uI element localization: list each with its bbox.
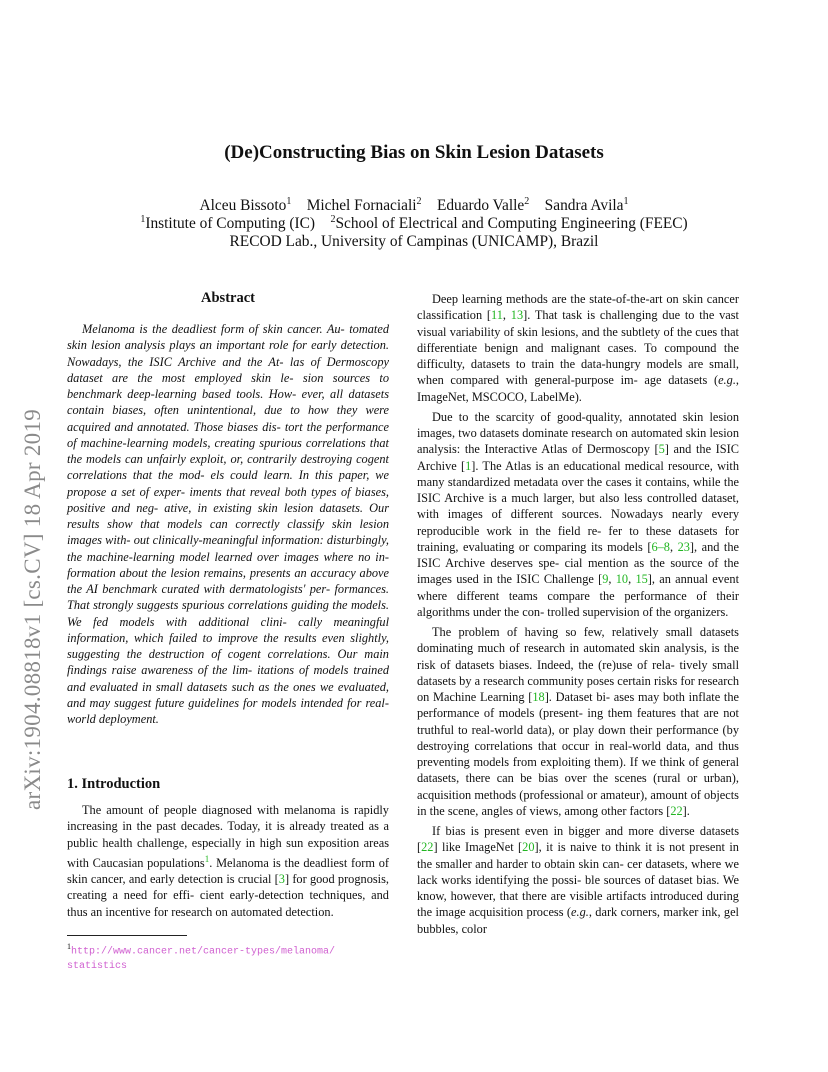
citation-link[interactable]: 18: [532, 690, 545, 704]
text-line: trolled supervision of the organizers.: [547, 604, 729, 619]
text-line: is the risk of datasets biases. Indeed, the (re)use of rela-: [417, 641, 739, 672]
text-line: from exploiting them). If we think of general datasets, there: [417, 755, 740, 786]
citation-link[interactable]: 23: [677, 539, 690, 554]
text-line: els could learn. In this paper, we propose a set of exper-: [67, 468, 390, 499]
text-line: ], and the ISIC Archive deserves spe-: [417, 539, 740, 570]
text-line: images, two datasets dominate research on automated skin: [417, 426, 707, 440]
text-line: ,: [502, 308, 511, 323]
institution-name: School of Electrical and Computing Engineering (FEEC): [335, 215, 688, 233]
text-line: ]. Dataset bi-: [544, 690, 611, 704]
text-line: ] for good prognosis, creating a need for effi-: [67, 872, 389, 903]
text-line: ing them features that are not truthful to real-world data),: [417, 706, 739, 737]
text-line: that occur in real-world data, and thus preventing models: [417, 738, 739, 769]
text-line: Nowadays nearly every reproducible work in the field re-: [417, 507, 739, 538]
text-line: risks for research on Machine Learning [: [417, 673, 739, 704]
text-line: , dark corners, marker ink, gel bubbles, color: [417, 905, 739, 936]
text-line: The problem of having so few, relatively small datasets: [432, 625, 739, 639]
text-line: treated as a public health challenge, especially in high sun: [67, 819, 389, 850]
citation-link[interactable]: 11: [491, 308, 503, 323]
citation-link[interactable]: 22: [421, 840, 434, 855]
text-line: not present in the smaller and harder to obtain skin can-: [417, 840, 739, 871]
text-line: The amount of people diagnosed with melanoma is: [82, 803, 349, 817]
author-name: Eduardo Valle: [436, 197, 525, 215]
text-line: ] like ImageNet [: [433, 840, 523, 855]
citation-link[interactable]: 1: [465, 458, 472, 473]
text-line: guiding the models. We fed models with additional clini-: [67, 598, 389, 629]
affiliation-line: RECOD Lab., University of Campinas (UNICAMP), Brazil: [229, 233, 599, 250]
text-line: process (: [526, 905, 572, 920]
text-line: itations of models trained and evaluated in small datasets: [67, 663, 390, 694]
text-line: cient early-detection techniques, and thus an incentive for: [67, 888, 389, 919]
citation-link[interactable]: 6–8: [651, 539, 670, 554]
text-line: age datasets (: [644, 373, 719, 388]
author-name: Alceu Bissoto: [199, 197, 287, 215]
text-line: ], it is naive to think it is: [534, 840, 665, 855]
text-line: of the cues that differentiate benign and malignant cases.: [417, 324, 739, 355]
author-list: [0, 196, 828, 215]
text-line: To compound the difficulty, datasets to train the data-hungry: [417, 340, 739, 371]
intro-paragraph: [417, 291, 739, 937]
text-line: out clinically-meaningful information: disturbingly, the: [67, 533, 389, 564]
text-line: are visible artifacts introduced during the image acquisition: [417, 889, 739, 920]
text-line: cancer classification [: [417, 292, 739, 323]
text-line: ,: [669, 539, 678, 554]
institution-name: Institute of Computing (IC): [145, 215, 316, 233]
citation-link[interactable]: 5: [658, 442, 665, 457]
text-line: tively small datasets by a research community poses certain: [417, 657, 740, 688]
text-line: Melanoma is the deadliest form of skin cancer. Au-: [82, 322, 345, 336]
citation-link[interactable]: 15: [635, 572, 648, 587]
abstract-body: [67, 321, 389, 727]
text-line: less controlled dataset, with images of different sources.: [417, 491, 740, 522]
abstract-heading: [67, 289, 389, 307]
text-line: If bias is present even in bigger and more diverse: [432, 824, 695, 838]
text-line: its models [: [591, 539, 652, 554]
affiliation-line: [0, 214, 828, 233]
text-line: ever, all datasets contain biases, often unintentional, due to: [67, 387, 389, 418]
text-line: machine-learning model learned over images where no in-: [86, 549, 389, 564]
text-line: models are small, when compared with general-purpose im-: [417, 357, 739, 388]
text-line: resource, with many standardized metadata over the cases it: [417, 458, 740, 489]
text-line: e.g.: [571, 905, 589, 920]
text-line: ]. That task is challenging due: [523, 308, 681, 323]
affiliation-mark: 1: [623, 196, 629, 207]
footnote-url-link[interactable]: statistics: [67, 960, 128, 972]
text-line: to the vast visual variability of skin lesions, and the subtlety: [417, 308, 739, 339]
text-line: Due to the scarcity of good-quality, annotated skin lesion: [432, 409, 739, 424]
text-line: formation about the lesion remains, presents an accuracy: [67, 565, 356, 580]
text-line: can be bias over the scenes (rural or urban), acquisition: [417, 771, 740, 802]
text-line: cally meaningful information, which failed to improve the: [67, 614, 389, 645]
text-line: above the AI benchmark curated with dermatologists' per-: [67, 565, 389, 596]
text-line: correlations. Our main findings raise awareness of the lim-: [67, 647, 389, 678]
text-line: methods (professional or amateur), amount of objects in the: [417, 787, 739, 818]
text-line: is crucial [: [226, 872, 279, 887]
affiliation-mark: 1: [286, 196, 292, 207]
text-line: spurious correlations that the models can unfairly exploit,: [67, 435, 389, 466]
affiliation-mark: 2: [524, 196, 530, 207]
text-line: formances. That strongly suggests spurious correlations: [67, 582, 389, 613]
citation-link[interactable]: 20: [522, 840, 535, 855]
text-line: the ISIC Archive [: [417, 442, 739, 473]
author-name: Michel Fornaciali: [306, 197, 417, 215]
intro-paragraph: [67, 802, 389, 920]
citation-link[interactable]: 9: [602, 572, 609, 587]
text-line: , ImageNet, MSCOCO, LabelMe).: [417, 373, 739, 404]
text-line: lesion analysis: the Interactive Atlas of Dermoscopy [: [417, 426, 739, 457]
paper-title: (De)Constructing Bias on Skin Lesion Datasets: [224, 142, 604, 163]
text-line: that models can correctly classify skin lesion images with-: [67, 517, 390, 548]
text-line: such as the ones we evaluated, and may suggest future: [67, 679, 389, 710]
text-line: ,: [608, 572, 616, 587]
text-line: or, contrarily destroying cogent correlations that the mod-: [67, 452, 389, 483]
abstract-heading-text: Abstract: [201, 290, 255, 306]
text-line: e.g.: [718, 373, 736, 388]
text-line: ].: [682, 803, 690, 818]
citation-link[interactable]: 10: [615, 572, 629, 587]
text-line: ative, in existing skin lesion datasets. Our results show: [67, 500, 390, 531]
text-line: guidelines for models intended for real-world deployment.: [67, 695, 389, 726]
text-line: is the deadliest form of skin cancer, and early detection: [67, 855, 389, 887]
text-line: results even slightly, suggesting the destruction of cogent: [67, 630, 389, 661]
citation-link[interactable]: 22: [670, 803, 683, 818]
abstract-paragraph: [67, 321, 389, 727]
text-line: scene, angles of views, among other factors [: [447, 803, 671, 818]
text-line: ]. The Atlas is an educational medical: [471, 458, 664, 473]
footnote-mark: 1: [67, 942, 71, 951]
text-line: tort the performance of machine-learning models, creating: [67, 419, 389, 450]
text-line: tomated skin lesion analysis plays an important role for: [67, 322, 389, 353]
text-line: las of Dermoscopy dataset are the most employed skin le-: [67, 354, 389, 385]
text-line: ,: [628, 572, 636, 587]
text-line: datasets [: [417, 824, 739, 855]
text-line: ] and: [664, 442, 692, 457]
citation-link[interactable]: 3: [278, 872, 285, 887]
affiliation-mark: 2: [330, 214, 336, 225]
text-line: or play down their performance (by destroying correlations: [417, 722, 739, 753]
section-heading: [67, 775, 389, 793]
author-name: Sandra Avila: [544, 197, 624, 215]
text-line: cial mention as the source of the images used in the ISIC: [417, 556, 739, 587]
footnote-rule: [67, 935, 187, 936]
footnote: [67, 935, 389, 973]
text-line: early detection. Nowadays, the ISIC Archive and the At-: [67, 338, 389, 369]
text-line: . Melanoma: [209, 855, 269, 870]
text-line: compare the performance of their algorithms under the con-: [417, 588, 739, 619]
text-line: iments that reveal both types of biases, positive and neg-: [67, 484, 389, 515]
text-line: ble sources of dataset bias. We know, however, that there: [417, 872, 739, 903]
text-line: rapidly increasing in the past decades. Today, it is already: [67, 803, 389, 834]
text-line: contains, while the ISIC Archive is a much larger, but also: [417, 474, 740, 505]
footnote-link[interactable]: 1: [204, 853, 210, 864]
text-line: dominating much of research in automated skin analysis,: [417, 641, 707, 656]
text-line: sion sources to benchmark deep-learning based tools. How-: [67, 370, 389, 401]
text-line: how they were acquired and annotated. Those biases dis-: [67, 403, 390, 434]
section-heading-text: 1. Introduction: [67, 776, 161, 792]
text-line: ases may both inflate the performance of models (present-: [417, 690, 739, 721]
text-line: Challenge [: [543, 572, 603, 587]
footnote-url-link[interactable]: http://www.cancer.net/cancer-types/melanoma/: [71, 946, 336, 958]
text-line: research on automated detection.: [171, 904, 334, 919]
arxiv-identifier-stamp: arXiv:1904.08818v1 [cs.CV] 18 Apr 2019: [20, 408, 45, 810]
citation-link[interactable]: 13: [510, 308, 524, 323]
affiliation-mark: 1: [140, 214, 146, 225]
text-line: ], an annual event where different teams: [417, 572, 740, 603]
affiliation-mark: 2: [416, 196, 422, 207]
text-line: fer to these datasets for training, evaluating or comparing: [417, 523, 739, 554]
text-line: exposition areas with Caucasian populations: [67, 835, 390, 870]
text-line: Deep learning methods are the state-of-the-art on skin: [432, 292, 704, 306]
text-line: cer datasets, where we lack works identifying the possi-: [417, 856, 739, 887]
